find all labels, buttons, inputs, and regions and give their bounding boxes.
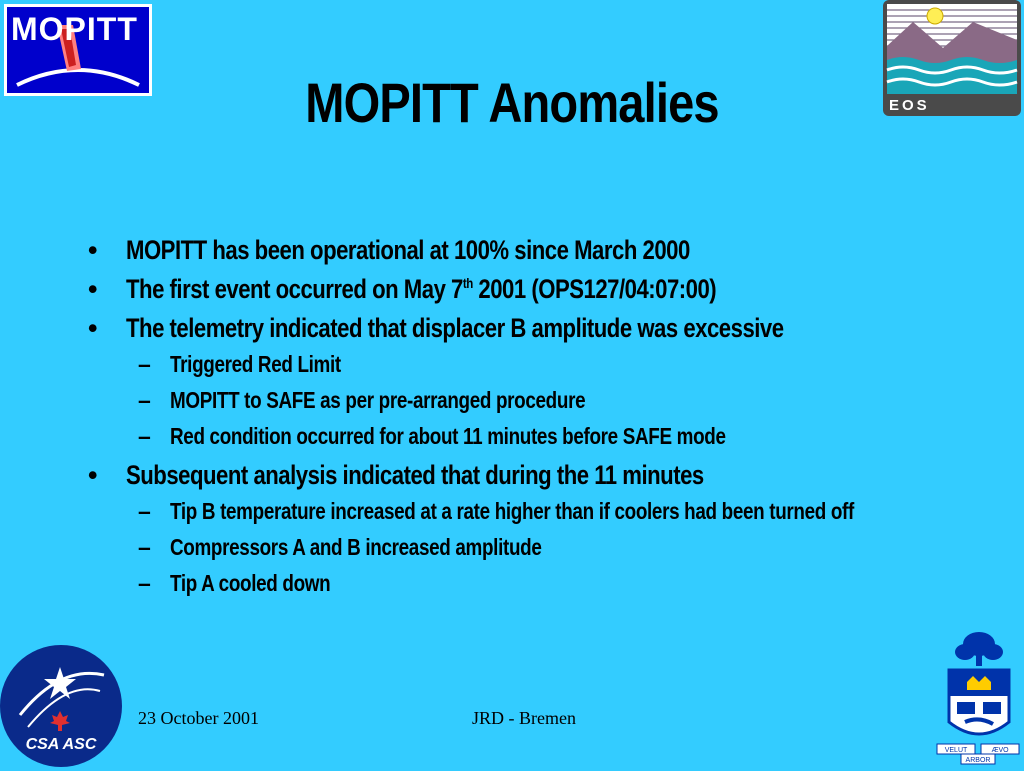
bullet-text [126, 271, 716, 307]
sub-bullet-text: Compressors A and B increased amplitude [170, 534, 542, 560]
sub-bullet-dash: – [138, 498, 151, 524]
bullet-item [88, 271, 918, 307]
university-crest [935, 628, 1021, 766]
sub-bullet-item [88, 385, 918, 415]
sub-bullet-item [88, 532, 918, 562]
bullet-text-part: The first event occurred on May 7 [126, 274, 463, 304]
slide-title: MOPITT Anomalies [305, 71, 719, 134]
sub-bullet-item [88, 496, 918, 526]
sub-bullet-text: Tip B temperature increased at a rate higher than if coolers had been turned off [170, 498, 854, 524]
sub-bullet-text: MOPITT to SAFE as per pre-arranged procedure [170, 387, 586, 413]
motto-bottom: ARBOR [965, 757, 991, 764]
bullet-text: MOPITT has been operational at 100% since March 2000 [126, 235, 690, 265]
sub-bullet-dash: – [138, 534, 151, 560]
sub-bullet-dash: – [138, 423, 151, 449]
bullet-item [88, 457, 918, 493]
sub-bullet-dash: – [138, 351, 151, 377]
sub-bullet-dash: – [138, 387, 151, 413]
bullet-item [88, 232, 918, 268]
sub-bullet-dash: – [138, 570, 151, 596]
footer-date: 23 October 2001 [138, 708, 259, 728]
motto-right: ÆVO [991, 747, 1009, 754]
csa-logo [0, 645, 122, 767]
sub-bullet-item [88, 349, 918, 379]
bullet-text: The telemetry indicated that displacer B amplitude was excessive [126, 313, 784, 343]
bullet-text: Subsequent analysis indicated that during the 11 minutes [126, 460, 704, 490]
bullet-dot: • [88, 274, 97, 304]
bullet-dot: • [88, 313, 97, 343]
bullet-list [88, 232, 918, 604]
motto-left: VELUT [944, 747, 968, 754]
bullet-text-part: 2001 (OPS127/04:07:00) [472, 274, 717, 304]
footer-center: JRD - Bremen [472, 708, 576, 728]
sub-bullet-text: Triggered Red Limit [170, 351, 341, 377]
mopitt-logo-text: MOPITT [11, 11, 138, 47]
sub-bullet-text: Red condition occurred for about 11 minutes before SAFE mode [170, 423, 726, 449]
bullet-dot: • [88, 235, 97, 265]
superscript: th [462, 275, 473, 291]
csa-logo-graphic [0, 645, 122, 767]
sub-bullet-item [88, 568, 918, 598]
bullet-dot: • [88, 460, 97, 490]
bullet-item [88, 310, 918, 346]
eos-logo-text: EOS [889, 97, 930, 114]
university-crest-graphic [935, 628, 1021, 766]
csa-logo-text: CSA ASC [25, 736, 97, 753]
sub-bullet-item [88, 421, 918, 451]
sub-bullet-text: Tip A cooled down [170, 570, 331, 596]
